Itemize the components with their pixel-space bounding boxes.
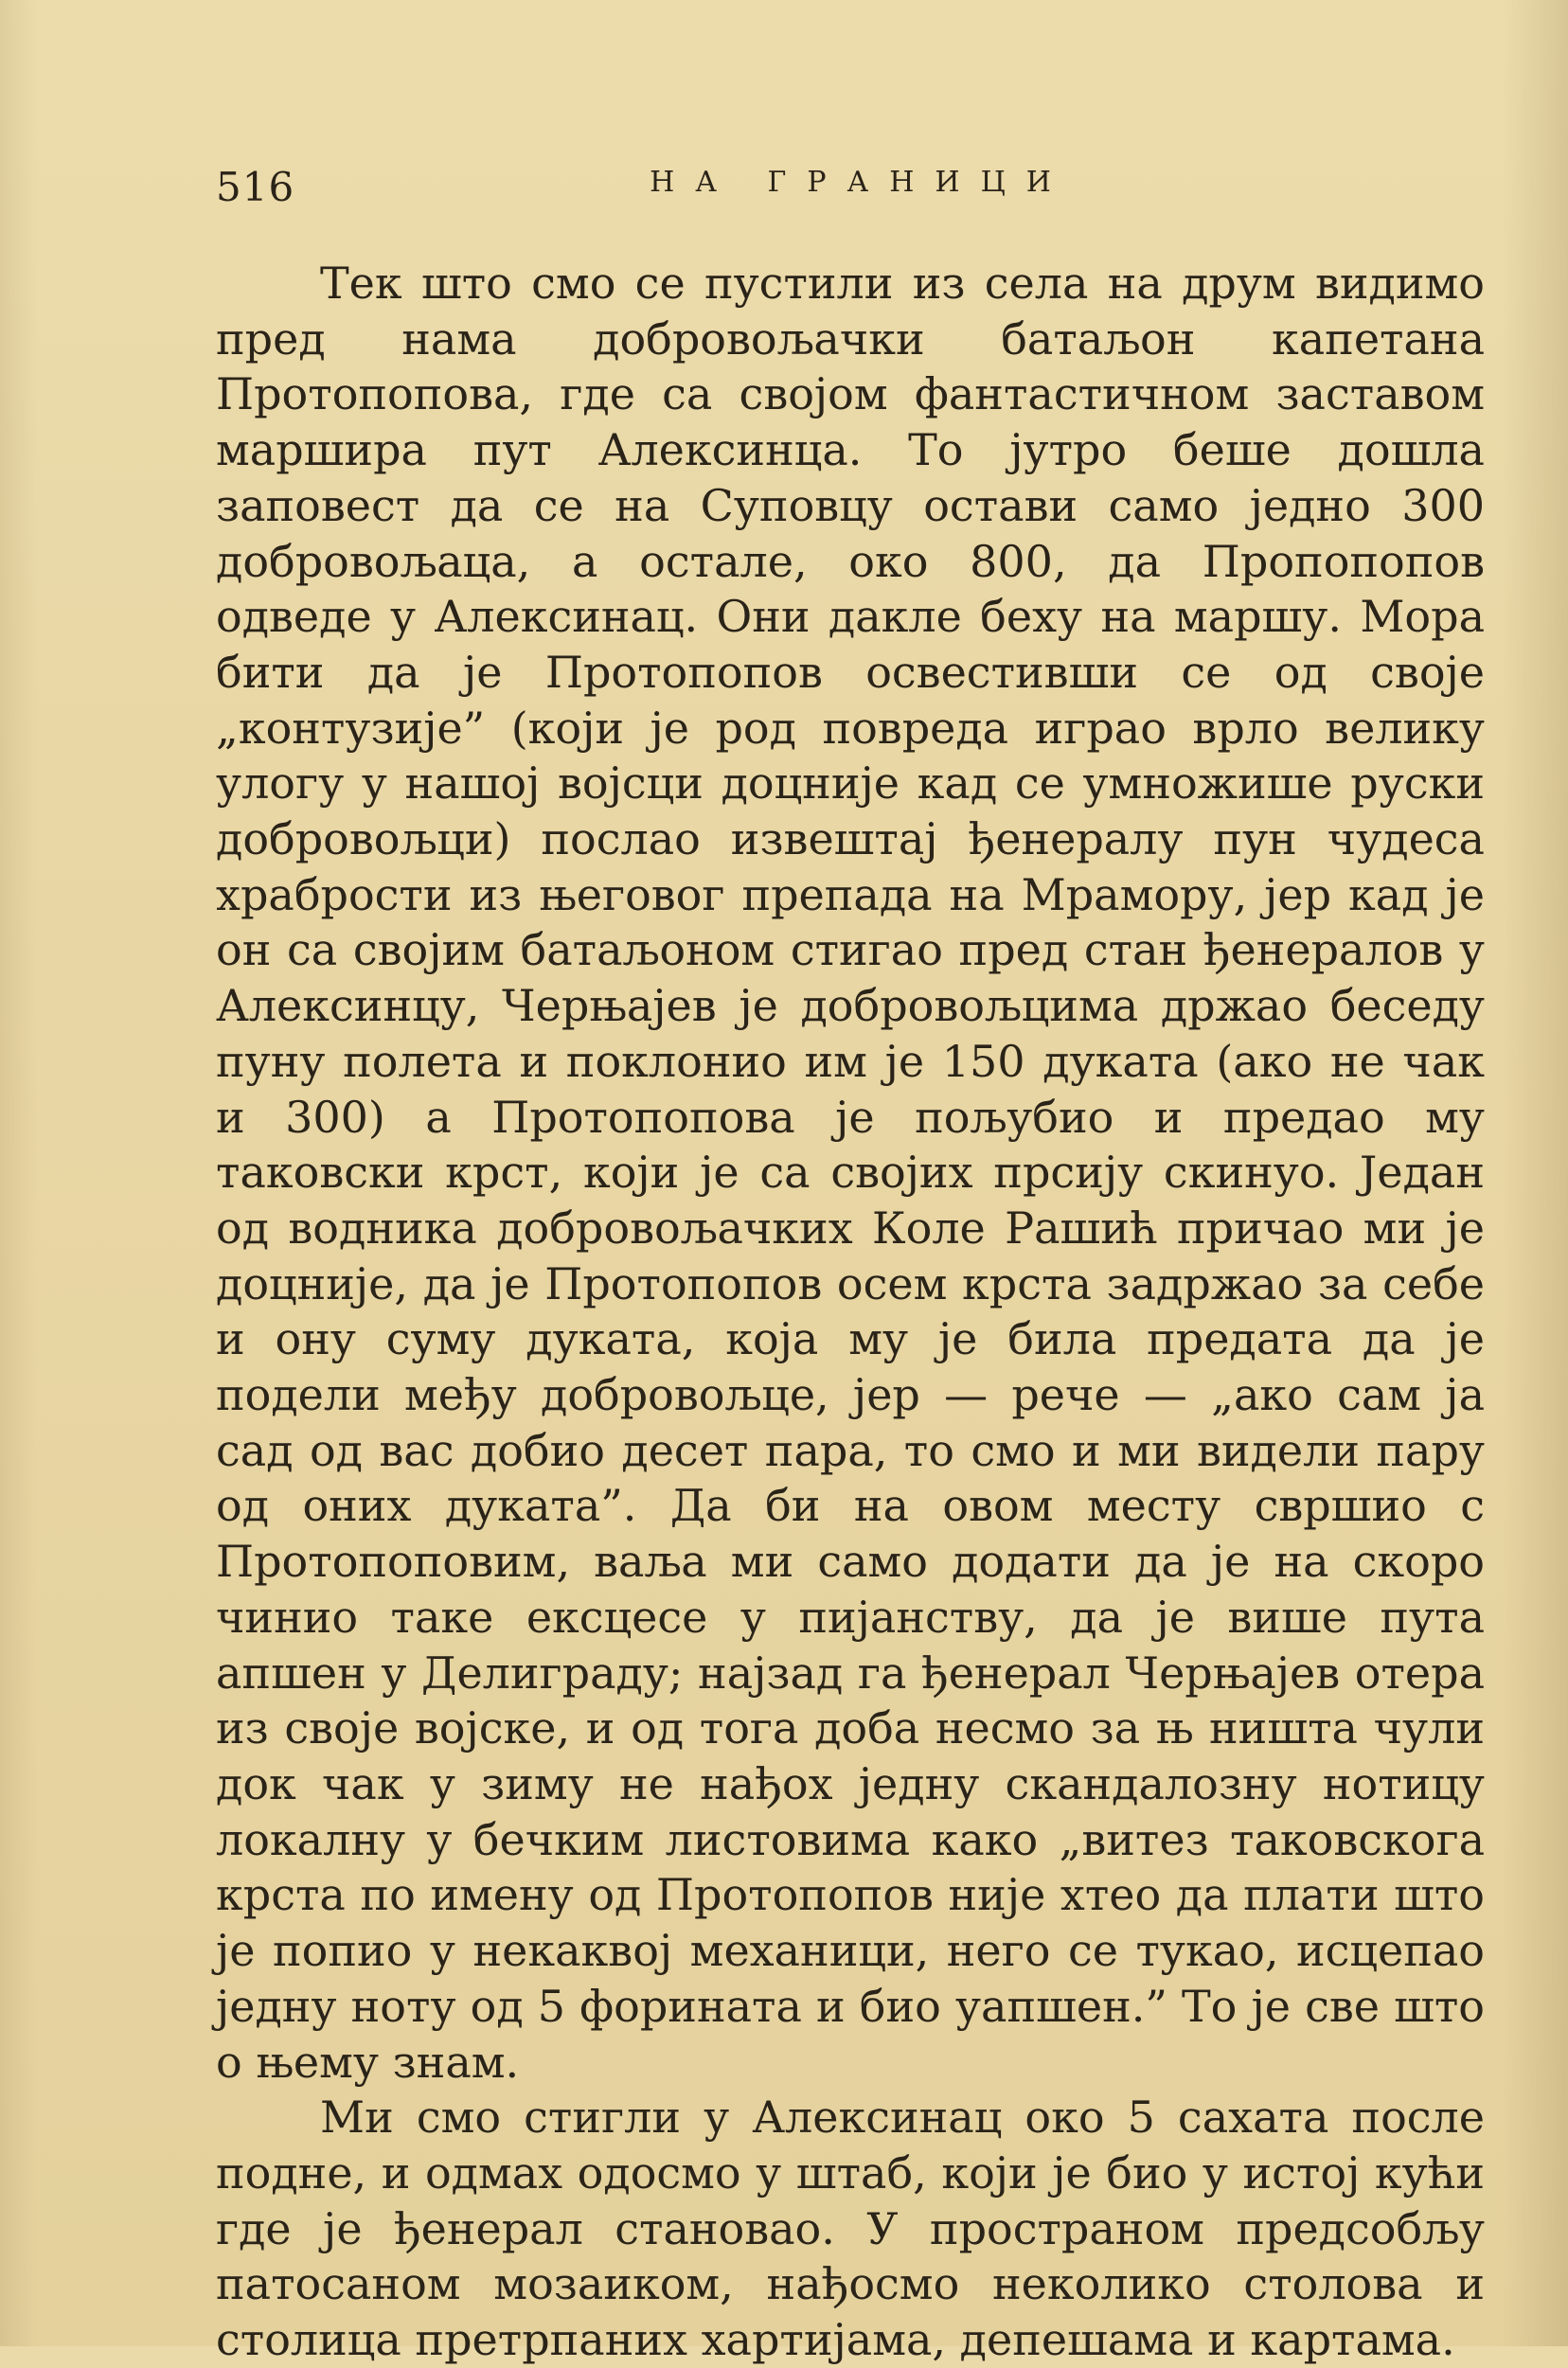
page-edge-shadow-right xyxy=(1502,0,1568,2346)
paragraph-2: Ми смо стигли у Алексинац око 5 сахата после подне, и одмах одосмо у штаб, који је био у истој кући где је ђенерал становао. У пространом предсобљу патосаном мозаиком, нађосмо неколико столова и столица претрпаних хартијама, депешама и картама. xyxy=(216,2092,1485,2366)
page-edge-shadow-left xyxy=(0,0,38,2346)
paragraph-1: Тек што смо се пустили из села на друм видимо пред нама добровољачки батаљон капетана Протопопова, где са својом фантастичном заставом маршира пут Алексинца. То јутро беше дошла заповест да се на Суповцу остави само једно 300 добровољаца, а остале, око 800, да Пропопопов одведе у Алексинац. Они дакле беху на маршу. Мора бити да је Протопопов освестивши се од своје „контузије” (који је род повреда играо врло велику улогу у нашој војсци доцније кад се умножише руски добровољци) послао извештај ђенералу пун чудеса храбрости из његовог препада на Мрамору, јер кад је он са својим батаљоном стигао пред стан ђенералов у Алексинцу, Черњајев је добровољцима држао беседу пуну полета и поклонио им је 150 дуката (ако не чак и 300) а Протопопова је пољубио и предао му таковски крст, који је са својих прсију скинуо. Један од водника добровољачких Коле Рашић причао ми је доцније, да је Протопопов осем крста задржао за себе и ону суму дуката, која му је била предата да је подели међу добровољце, јер — рече — „ако сам ја сад од вас добио десет пара, то смо и ми видели пару од оних дуката”. Да би на овом месту свршио с Протопоповим, ваља ми само додати да је на скоро чинио таке ексцесе у пијанству, да је више пута апшен у Делиграду; најзад га ђенерал Черњајев отера из своје војске, и од тога доба несмо за њ ништа чули док чак у зиму не нађох једну скандалозну нотицу локалну у бечким листовима како „витез таковскога крста по имену од Протопопов није хтео да плати што је попио у некаквој механици, него се тукао, исцепао једну ноту од 5 форината и био уапшен.” То је све што о њему знам. xyxy=(216,258,1485,2088)
body-text xyxy=(216,256,1485,2368)
running-head: НА ГРАНИЦИ xyxy=(650,166,1072,199)
page-number: 516 xyxy=(216,164,295,210)
page-header xyxy=(216,156,1485,213)
